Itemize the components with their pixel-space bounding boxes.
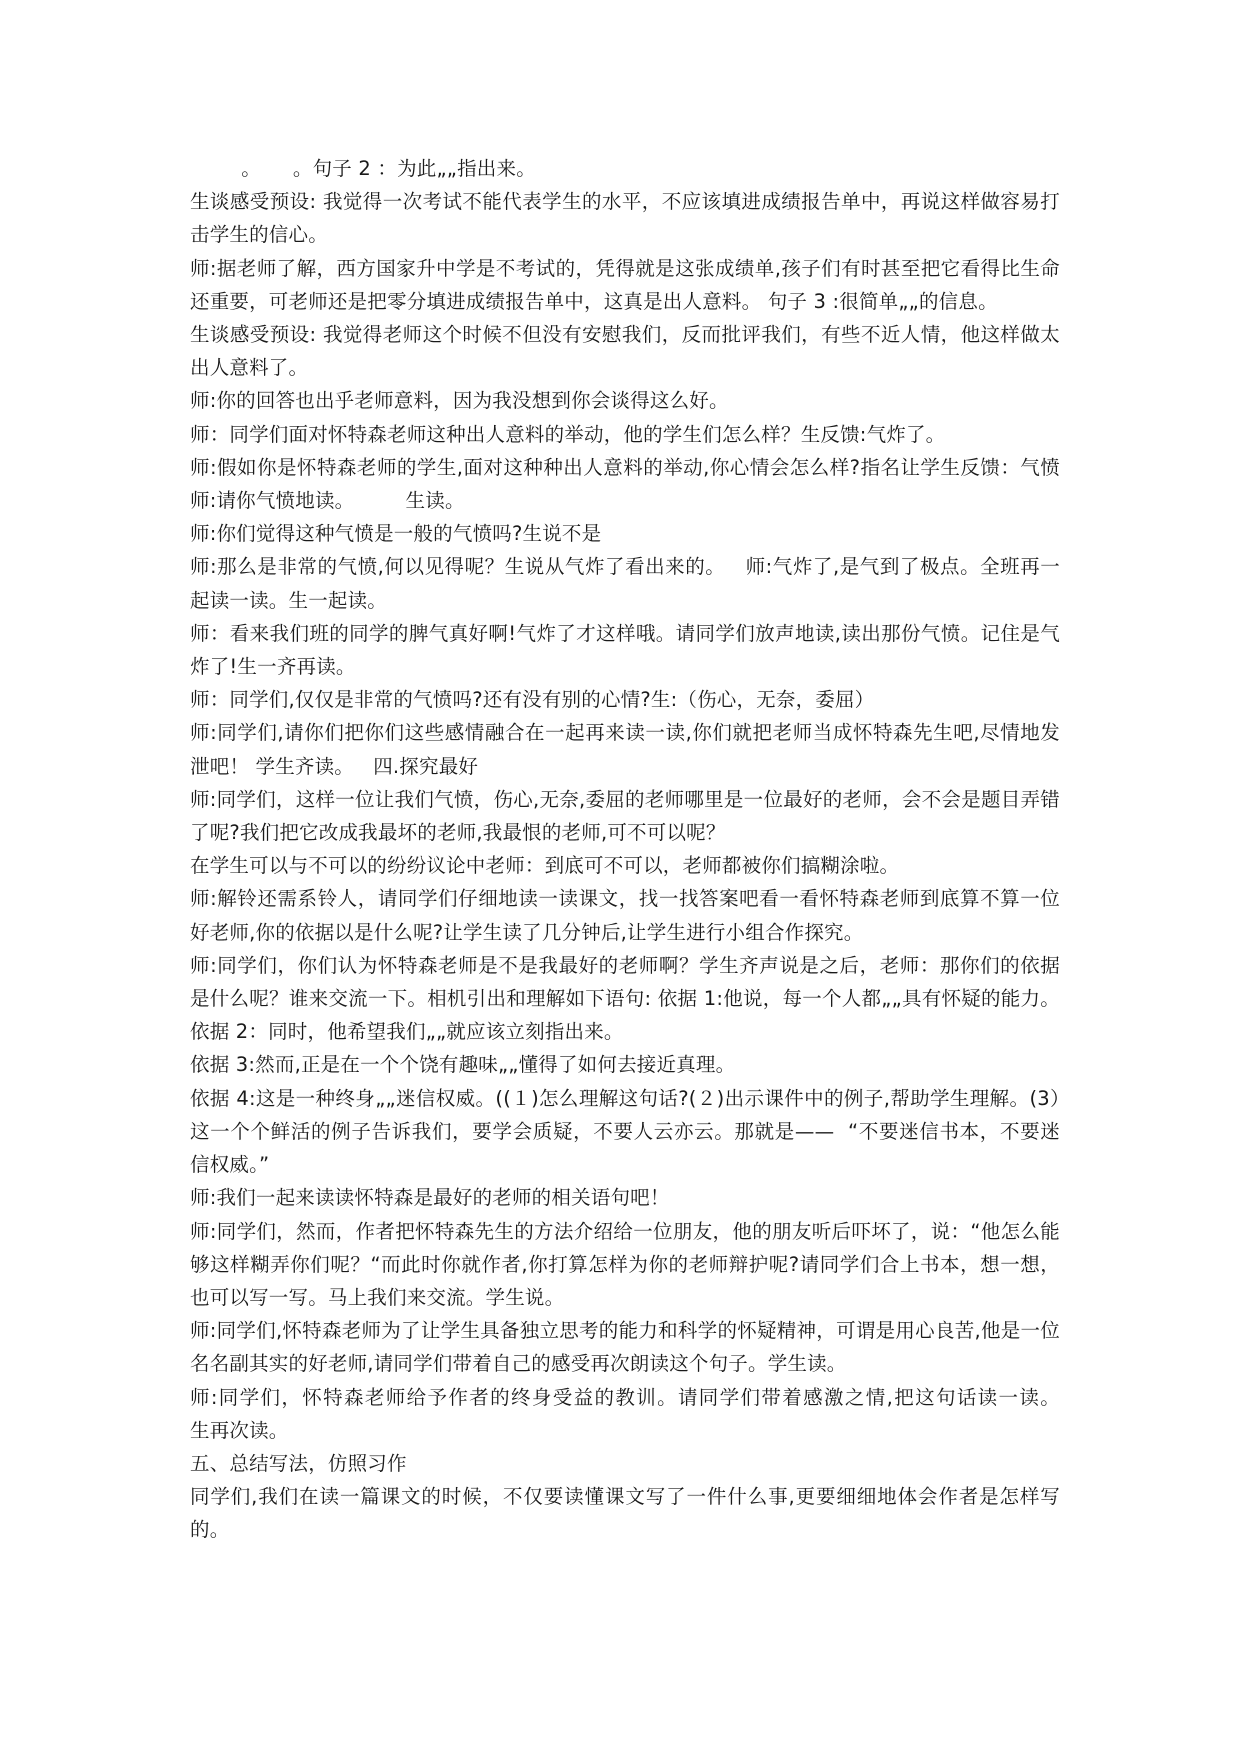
paragraph-15: 师:解铃还需系铃人，请同学们仔细地读一读课文，找一找答案吧看一看怀特森老师到底算不算一位好老师,你的依据以是什么呢?让学生读了几分钟后,让学生进行小组合作探究。: [190, 887, 1060, 944]
paragraph-20: 师:同学们，然而，作者把怀特森先生的方法介绍给一位朋友，他的朋友听后吓坏了，说：“他怎么能够这样糊弄你们呢？“而此时你就作者,你打算怎样为你的老师辩护呢?请同学们合上书本，想一想，也可以写一写。马上我们来交流。学生说。: [190, 1219, 1060, 1309]
paragraph-8: 师:你们觉得这种气愤是一般的气愤吗?生说不是: [190, 522, 602, 546]
paragraph-24: 同学们,我们在读一篇课文的时候，不仅要读懂课文写了一件什么事,更要细细地体会作者是怎样写的。: [190, 1485, 1060, 1542]
paragraph-16: 师:同学们，你们认为怀特森老师是不是我最好的老师啊？学生齐声说是之后，老师：那你们的依据是什么呢？谁来交流一下。相机引出和理解如下语句: 依据 1:他说，每一个人都„„具有怀疑的能力。 依据 2：同时，他希望我们„„就应该立刻指出来。: [190, 953, 1067, 1044]
paragraph-3: 师:据老师了解，西方国家升中学是不考试的，凭得就是这张成绩单,孩子们有时甚至把它看得比生命还重要，可老师还是把零分填进成绩报告单中，这真是出人意料。 句子 3 :很简单„„的信息。: [190, 256, 1060, 313]
document-body: [190, 152, 1099, 1547]
paragraph-11: 师：同学们,仅仅是非常的气愤吗?还有没有别的心情?生:（伤心，无奈，委屈）: [190, 688, 875, 712]
paragraph-9: 师:那么是非常的气愤,何以见得呢？生说从气炸了看出来的。 师:气炸了,是气到了极点。全班再一起读一读。生一起读。: [190, 555, 1060, 612]
section-heading: 五、总结写法，仿照习作: [190, 1451, 407, 1475]
paragraph-10: 师：看来我们班的同学的脾气真好啊!气炸了才这样哦。请同学们放声地读,读出那份气愤。记住是气炸了!生一齐再读。: [190, 621, 1060, 679]
paragraph-2: 生谈感受预设: 我觉得一次考试不能代表学生的水平，不应该填进成绩报告单中，再说这样做容易打击学生的信心。: [190, 190, 1060, 247]
paragraph-1: 。 。句子 2 ：为此„„指出来。: [190, 157, 536, 180]
paragraph-22: 师:同学们，怀特森老师给予作者的终身受益的教训。请同学们带着感激之情,把这句话读一读。 生再次读。: [190, 1385, 1099, 1442]
paragraph-14: 在学生可以与不可以的纷纷议论中老师：到底可不可以，老师都被你们搞糊涂啦。: [190, 854, 900, 878]
paragraph-17: 依据 3:然而,正是在一个个饶有趣味„„懂得了如何去接近真理。: [190, 1053, 736, 1077]
paragraph-18: 依据 4:这是一种终身„„迷信权威。((１)怎么理解这句话?(２)出示课件中的例子,帮助学生理解。(3）这一个个鲜活的例子告诉我们，要学会质疑，不要人云亦云。那就是—— “不要迷信书本，不要迷信权威。”: [190, 1086, 1060, 1177]
paragraph-5: 师:你的回答也出乎老师意料，因为我没想到你会谈得这么好。: [190, 389, 729, 413]
paragraph-12: 师:同学们,请你们把你们这些感情融合在一起再来读一读,你们就把老师当成怀特森先生吧,尽情地发泄吧！ 学生齐读。 四.探究最好: [190, 721, 1060, 778]
paragraph-4: 生谈感受预设: 我觉得老师这个时候不但没有安慰我们，反而批评我们，有些不近人情，他这样做太出人意料了。: [190, 323, 1060, 380]
paragraph-7: 师:假如你是怀特森老师的学生,面对这种种出人意料的举动,你心情会怎么样?指名让学生反馈：气愤 师:请你气愤地读。 生读。: [190, 455, 1073, 513]
paragraph-21: 师:同学们,怀特森老师为了让学生具备独立思考的能力和科学的怀疑精神，可谓是用心良苦,他是一位名名副其实的好老师,请同学们带着自己的感受再次朗读这个句子。学生读。: [190, 1319, 1060, 1376]
paragraph-13: 师:同学们，这样一位让我们气愤，伤心,无奈,委屈的老师哪里是一位最好的老师，会不会是题目弄错了呢?我们把它改成我最坏的老师,我最恨的老师,可不可以呢？: [190, 787, 1060, 845]
paragraph-19: 师:我们一起来读读怀特森是最好的老师的相关语句吧！: [190, 1186, 670, 1210]
paragraph-6: 师：同学们面对怀特森老师这种出人意料的举动，他的学生们怎么样？生反馈:气炸了。: [190, 422, 946, 446]
